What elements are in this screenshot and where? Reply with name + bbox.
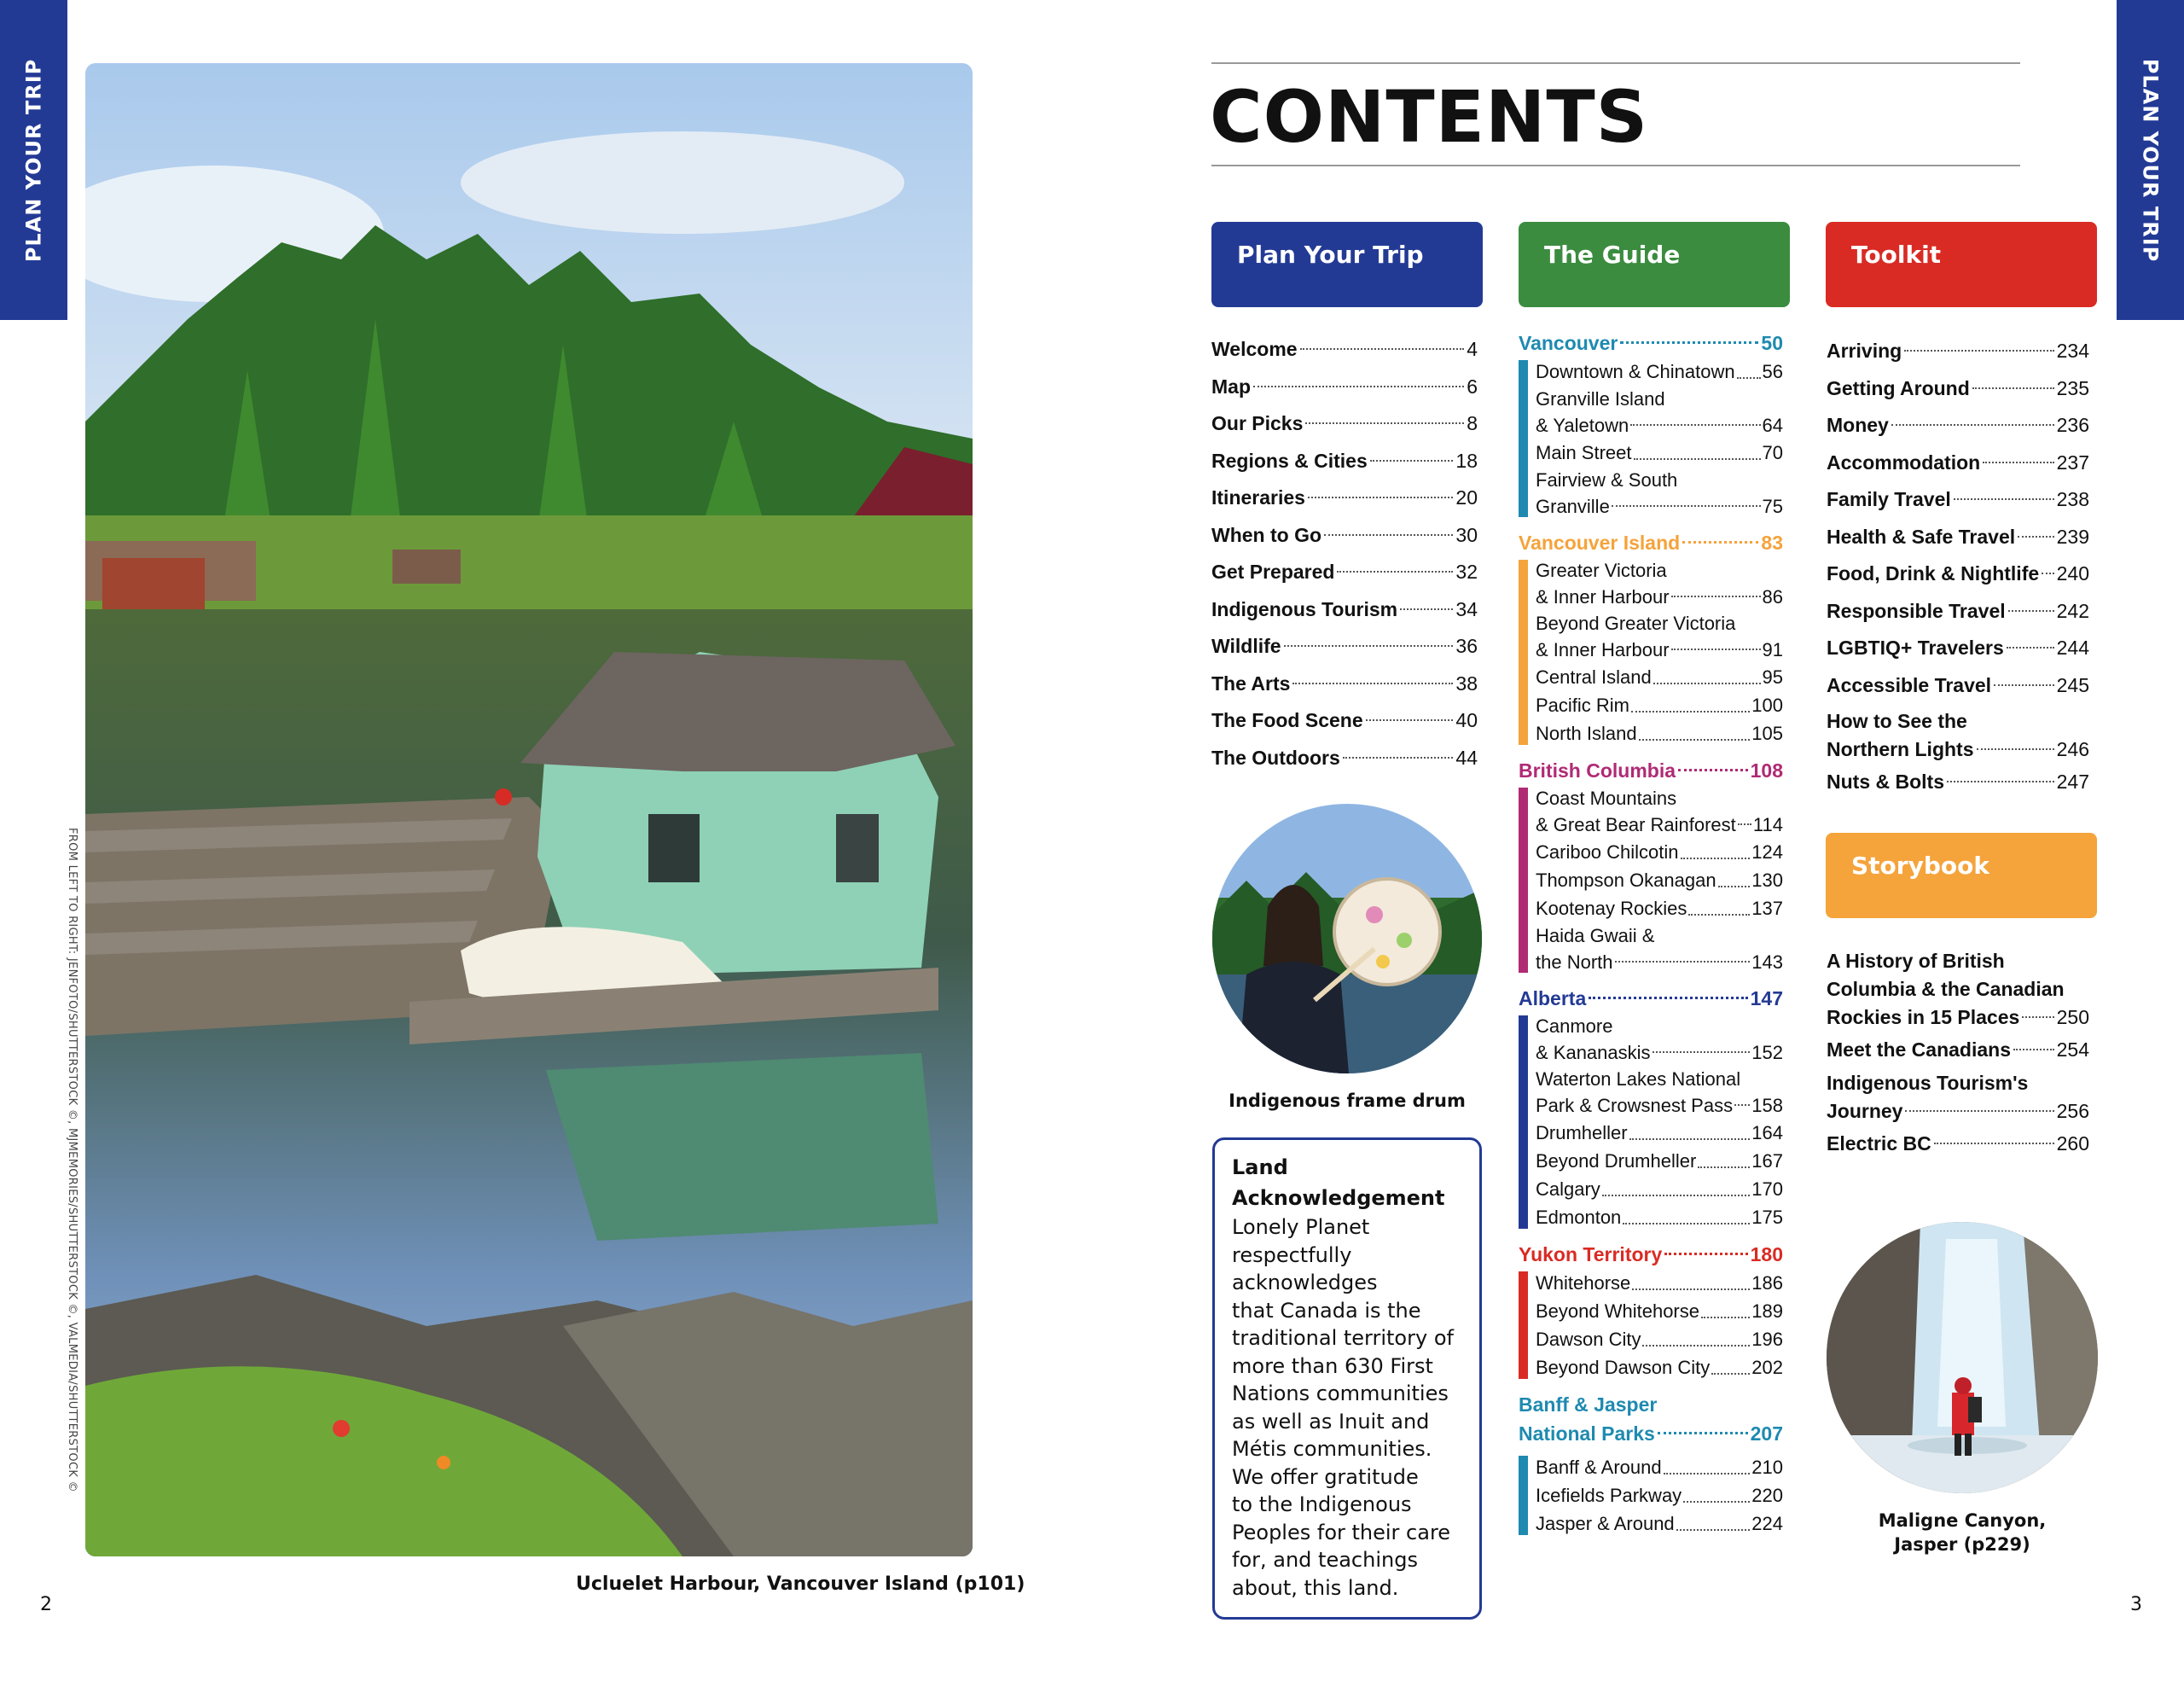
leader-dots bbox=[1370, 460, 1454, 462]
plan-item-label: Map bbox=[1211, 375, 1251, 398]
toolkit-item-label: Health & Safe Travel bbox=[1827, 525, 2016, 548]
plan-item[interactable] bbox=[1211, 517, 1478, 555]
plan-item-label: Welcome bbox=[1211, 338, 1298, 360]
plan-item-page: 34 bbox=[1455, 597, 1478, 620]
toolkit-item[interactable] bbox=[1827, 519, 2089, 556]
leader-dots bbox=[1891, 424, 2054, 426]
guide-item[interactable]: Cariboo Chilcotin 124 bbox=[1536, 841, 1783, 863]
leader-dots bbox=[1305, 422, 1464, 424]
land-acknowledgement-title-1: Land bbox=[1232, 1155, 1288, 1179]
plan-item-page: 20 bbox=[1455, 486, 1478, 509]
plan-item[interactable] bbox=[1211, 554, 1478, 591]
leader-dots bbox=[1983, 462, 2053, 463]
toolkit-item-page: 245 bbox=[2056, 673, 2089, 696]
guide-section-british-columbia[interactable]: British Columbia 108 bbox=[1519, 759, 1783, 782]
toolkit-item-label: Money bbox=[1827, 414, 1889, 436]
guide-item[interactable]: Edmonton 175 bbox=[1536, 1207, 1783, 1228]
plan-item-page: 4 bbox=[1467, 338, 1478, 360]
section-tab-label: PLAN YOUR TRIP bbox=[2138, 58, 2163, 262]
toolkit-item[interactable] bbox=[1827, 445, 2089, 482]
plan-item-label: Wildlife bbox=[1211, 635, 1281, 657]
guide-item[interactable]: Main Street 70 bbox=[1536, 442, 1783, 463]
section-tab-right bbox=[2117, 0, 2184, 320]
toolkit-item-label: Accommodation bbox=[1827, 451, 1981, 474]
main-photo-caption: Ucluelet Harbour, Vancouver Island (p101) bbox=[576, 1573, 1025, 1595]
leader-dots bbox=[1337, 571, 1453, 573]
plan-item[interactable] bbox=[1211, 591, 1478, 629]
the-guide-list bbox=[1519, 329, 1783, 1546]
guide-item[interactable]: Haida Gwaii & the North 143 bbox=[1536, 925, 1783, 973]
photo-credit-text: FROM LEFT TO RIGHT: JENFOTO/SHUTTERSTOCK ©, MJMEMORIES/SHUTTERSTOCK ©, VALMEDIA/SHUTTERSTOCK © bbox=[66, 828, 78, 1492]
toolkit-item[interactable]: Nuts & Bolts 247 bbox=[1827, 771, 2089, 793]
guide-section-banff-jasper-line2[interactable]: National Parks 207 bbox=[1519, 1422, 1783, 1445]
leader-dots bbox=[1366, 719, 1454, 721]
guide-subsection-yukon bbox=[1519, 1269, 1783, 1381]
guide-item[interactable]: Central Island 95 bbox=[1536, 666, 1783, 688]
plan-item-page: 32 bbox=[1455, 561, 1478, 583]
title-rule bbox=[1211, 165, 2020, 166]
plan-item-page: 36 bbox=[1455, 635, 1478, 657]
leader-dots bbox=[2008, 610, 2054, 612]
storybook-item[interactable]: Meet the Canadians 254 bbox=[1827, 1038, 2089, 1061]
guide-item[interactable]: Jasper & Around 224 bbox=[1536, 1513, 1783, 1534]
toolkit-item-page: 244 bbox=[2056, 637, 2089, 659]
toolkit-item-page: 242 bbox=[2056, 599, 2089, 622]
guide-subsection-banff-jasper bbox=[1519, 1453, 1783, 1538]
leader-dots bbox=[2018, 536, 2053, 538]
guide-item[interactable]: North Island 105 bbox=[1536, 723, 1783, 744]
guide-item[interactable]: Pacific Rim 100 bbox=[1536, 695, 1783, 716]
guide-section-yukon[interactable]: Yukon Territory 180 bbox=[1519, 1243, 1783, 1265]
guide-item[interactable]: Waterton Lakes National Park & Crowsnest Pass 158 bbox=[1536, 1068, 1783, 1116]
guide-section-vancouver[interactable]: Vancouver 50 bbox=[1519, 332, 1783, 354]
toolkit-item-label: Family Travel bbox=[1827, 488, 1951, 510]
leader-dots bbox=[2007, 647, 2054, 649]
toolkit-item-label: Getting Around bbox=[1827, 376, 1970, 399]
plan-item[interactable] bbox=[1211, 666, 1478, 703]
plan-item-page: 44 bbox=[1455, 746, 1478, 769]
guide-item[interactable]: Thompson Okanagan 130 bbox=[1536, 870, 1783, 891]
guide-item[interactable]: Dawson City 196 bbox=[1536, 1329, 1783, 1350]
leader-dots bbox=[1343, 757, 1454, 759]
leader-dots bbox=[1284, 645, 1454, 647]
plan-item-page: 18 bbox=[1455, 449, 1478, 472]
guide-item[interactable]: Greater Victoria & Inner Harbour 86 bbox=[1536, 560, 1783, 608]
plan-item-page: 38 bbox=[1455, 672, 1478, 695]
guide-item[interactable]: Beyond Greater Victoria & Inner Harbour 91 bbox=[1536, 613, 1783, 660]
toolkit-item-label: LGBTIQ+ Travelers bbox=[1827, 637, 2004, 659]
leader-dots bbox=[1904, 350, 2053, 352]
toolkit-item[interactable] bbox=[1827, 630, 2089, 667]
leader-dots bbox=[1994, 684, 2054, 686]
guide-item[interactable]: Beyond Whitehorse 189 bbox=[1536, 1300, 1783, 1322]
toolkit-item-label: Accessible Travel bbox=[1827, 673, 1992, 696]
plan-item-page: 30 bbox=[1455, 523, 1478, 546]
guide-item[interactable]: Canmore & Kananaskis 152 bbox=[1536, 1015, 1783, 1063]
leader-dots bbox=[1972, 387, 2054, 389]
plan-item[interactable] bbox=[1211, 331, 1478, 369]
plan-item-page: 8 bbox=[1467, 412, 1478, 434]
guide-section-alberta[interactable]: Alberta 147 bbox=[1519, 987, 1783, 1009]
the-guide-header: The Guide bbox=[1519, 222, 1790, 307]
land-acknowledgement-text: Lonely Planet respectfully acknowledges that Canada is the traditional territory of more than 630 First Nations communities as well as Inuit and Métis communities. We offer gratitude to the Indigenous Peoples for their care for, and teachings about, this land. bbox=[1232, 1215, 1454, 1600]
toolkit-item[interactable] bbox=[1827, 555, 2089, 593]
plan-item-page: 6 bbox=[1467, 375, 1478, 398]
plan-item-page: 40 bbox=[1455, 709, 1478, 731]
drum-caption: Indigenous frame drum bbox=[1228, 1091, 1466, 1111]
plan-item[interactable] bbox=[1211, 740, 1478, 777]
plan-item-label: When to Go bbox=[1211, 523, 1322, 546]
toolkit-item[interactable] bbox=[1827, 481, 2089, 519]
storybook-list bbox=[1827, 947, 2089, 1162]
harbour-photo bbox=[85, 63, 973, 1556]
plan-item[interactable] bbox=[1211, 480, 1478, 517]
toolkit-item-label: Food, Drink & Nightlife bbox=[1827, 562, 2040, 585]
guide-section-banff-jasper[interactable]: Banff & Jasper bbox=[1519, 1393, 1658, 1416]
toolkit-item-page: 236 bbox=[2056, 414, 2089, 436]
toolkit-item[interactable] bbox=[1827, 407, 2089, 445]
storybook-header: Storybook bbox=[1826, 833, 2097, 918]
plan-item[interactable] bbox=[1211, 628, 1478, 666]
plan-item-label: Itineraries bbox=[1211, 486, 1305, 509]
plan-item[interactable] bbox=[1211, 443, 1478, 480]
toolkit-item[interactable] bbox=[1827, 667, 2089, 705]
land-acknowledgement-title-2: Acknowledgement bbox=[1232, 1186, 1445, 1210]
leader-dots bbox=[1253, 386, 1464, 387]
leader-dots bbox=[1308, 497, 1453, 498]
storybook-item[interactable]: A History of British Columbia & the Canadian Rockies in 15 Places 250 bbox=[1827, 950, 2089, 1028]
plan-item-label: Indigenous Tourism bbox=[1211, 597, 1398, 620]
guide-item[interactable]: Whitehorse 186 bbox=[1536, 1272, 1783, 1294]
plan-item-label: Regions & Cities bbox=[1211, 449, 1368, 472]
guide-item[interactable]: Fairview & South Granville 75 bbox=[1536, 469, 1783, 517]
guide-section-vancouver-island[interactable]: Vancouver Island 83 bbox=[1519, 532, 1783, 554]
toolkit-item[interactable] bbox=[1827, 593, 2089, 631]
plan-item[interactable] bbox=[1211, 369, 1478, 406]
page-number-left: 2 bbox=[40, 1594, 52, 1615]
toolkit-item-page: 240 bbox=[2056, 562, 2089, 585]
toolkit-item[interactable] bbox=[1827, 333, 2089, 370]
leader-dots bbox=[1400, 608, 1453, 610]
toolkit-item-page: 238 bbox=[2056, 488, 2089, 510]
guide-item[interactable]: Granville Island & Yaletown 64 bbox=[1536, 388, 1783, 436]
canyon-caption: Maligne Canyon, Jasper (p229) bbox=[1878, 1510, 2047, 1555]
plan-item-label: Get Prepared bbox=[1211, 561, 1335, 583]
guide-item[interactable]: Beyond Dawson City 202 bbox=[1536, 1357, 1783, 1378]
toolkit-item-page: 239 bbox=[2056, 525, 2089, 548]
plan-item-label: Our Picks bbox=[1211, 412, 1304, 434]
section-tab-label: PLAN YOUR TRIP bbox=[21, 58, 46, 262]
photo-credit bbox=[67, 828, 84, 1493]
page-title: CONTENTS bbox=[1210, 75, 1649, 159]
land-acknowledgement-box bbox=[1212, 1137, 1482, 1620]
leader-dots bbox=[1300, 348, 1465, 350]
page-number-right: 3 bbox=[2130, 1594, 2142, 1615]
storybook-item[interactable]: Electric BC 260 bbox=[1827, 1131, 2089, 1155]
plan-your-trip-header: Plan Your Trip bbox=[1211, 222, 1483, 307]
guide-subsection-vancouver-island bbox=[1519, 557, 1783, 747]
guide-subsection-vancouver bbox=[1519, 358, 1783, 520]
plan-item[interactable] bbox=[1211, 405, 1478, 443]
guide-item[interactable]: Kootenay Rockies 137 bbox=[1536, 898, 1783, 919]
guide-item[interactable]: Banff & Around 210 bbox=[1536, 1457, 1783, 1478]
toolkit-list bbox=[1827, 333, 2089, 801]
plan-item-label: The Outdoors bbox=[1211, 746, 1340, 769]
toolkit-item-page: 237 bbox=[2056, 451, 2089, 474]
leader-dots bbox=[1954, 498, 2054, 500]
guide-subsection-british-columbia bbox=[1519, 785, 1783, 975]
guide-item[interactable]: Beyond Drumheller 167 bbox=[1536, 1150, 1783, 1172]
guide-subsection-alberta bbox=[1519, 1013, 1783, 1231]
guide-item[interactable]: Drumheller 164 bbox=[1536, 1122, 1783, 1143]
leader-dots bbox=[1292, 683, 1453, 684]
top-rule bbox=[1211, 62, 2020, 64]
toolkit-header: Toolkit bbox=[1826, 222, 2097, 307]
plan-item-label: The Arts bbox=[1211, 672, 1291, 695]
guide-item[interactable]: Icefields Parkway 220 bbox=[1536, 1485, 1783, 1506]
guide-item[interactable]: Calgary 170 bbox=[1536, 1178, 1783, 1200]
toolkit-item-page: 235 bbox=[2056, 376, 2089, 399]
plan-item-label: The Food Scene bbox=[1211, 709, 1363, 731]
toolkit-item-page: 234 bbox=[2056, 340, 2089, 362]
leader-dots bbox=[2042, 573, 2053, 574]
storybook-item[interactable]: Indigenous Tourism's Journey 256 bbox=[1827, 1071, 2089, 1122]
guide-item[interactable]: Downtown & Chinatown 56 bbox=[1536, 361, 1783, 382]
plan-your-trip-list bbox=[1211, 331, 1478, 777]
toolkit-item-label: Responsible Travel bbox=[1827, 599, 2006, 622]
leader-dots bbox=[1324, 534, 1453, 536]
drum-photo bbox=[1212, 804, 1482, 1073]
section-tab-left bbox=[0, 0, 67, 320]
maligne-canyon-photo bbox=[1827, 1222, 2098, 1493]
toolkit-item[interactable] bbox=[1827, 370, 2089, 408]
toolkit-item[interactable]: How to See the Northern Lights 246 bbox=[1827, 710, 2089, 760]
toolkit-item-label: Arriving bbox=[1827, 340, 1902, 362]
plan-item[interactable] bbox=[1211, 702, 1478, 740]
guide-item[interactable]: Coast Mountains & Great Bear Rainforest 114 bbox=[1536, 788, 1783, 835]
